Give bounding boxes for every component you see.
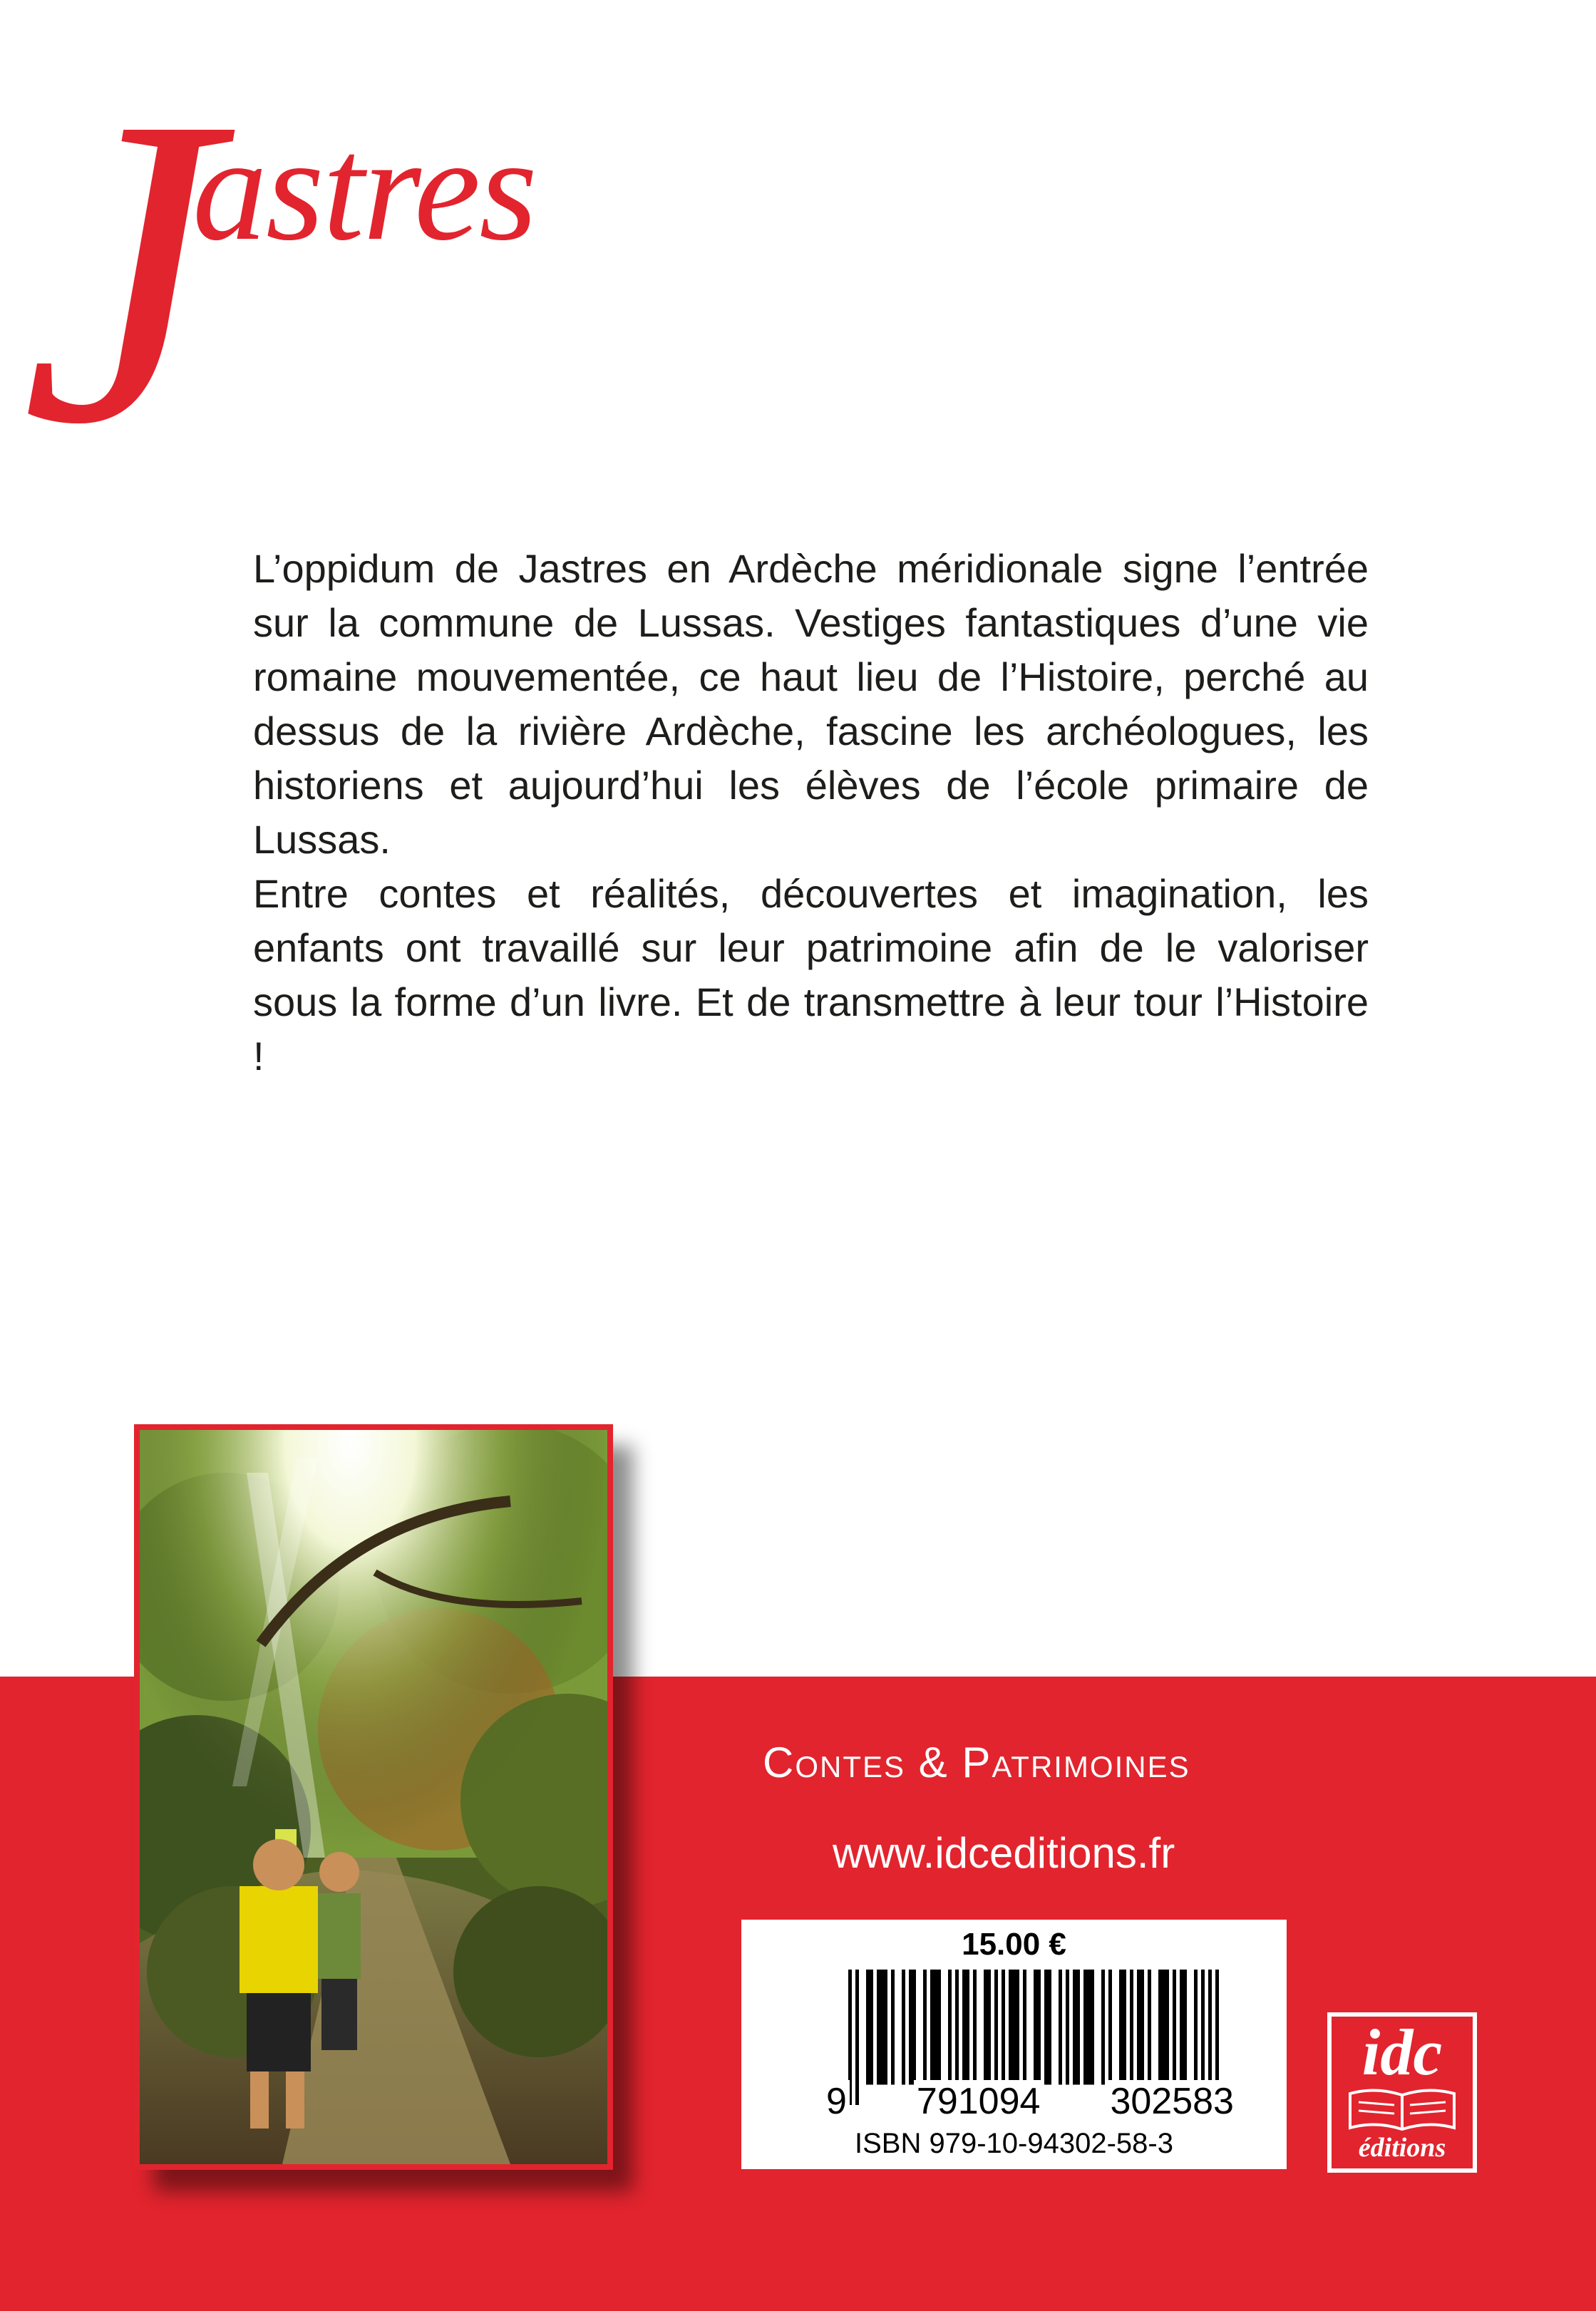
barcode-bar — [1158, 1970, 1162, 2085]
barcode-bar — [955, 1970, 959, 2085]
barcode-bar — [1119, 1970, 1123, 2085]
barcode-bar — [1076, 1970, 1080, 2085]
barcode-bar — [866, 1970, 870, 2085]
barcode-bar — [1002, 1970, 1005, 2085]
barcode-bar — [1183, 1970, 1187, 2085]
barcode-bar — [1123, 1970, 1126, 2085]
cover-photo-frame — [134, 1424, 613, 2170]
open-book-icon — [1347, 2086, 1457, 2132]
ean-first-digit: 9 — [823, 2080, 850, 2123]
barcode-bar — [1194, 1970, 1198, 2085]
price-label: 15.00 € — [962, 1927, 1066, 1962]
barcode-bar — [1048, 1970, 1051, 2085]
collection-name: Contes & Patrimoines — [763, 1739, 1190, 1786]
ean-right-group: 302583 — [1107, 2080, 1237, 2123]
barcode-bar — [1165, 1970, 1169, 2085]
barcode-bar — [880, 1970, 884, 2085]
barcode-bar — [1087, 1970, 1091, 2085]
barcode-bar — [973, 1970, 977, 2085]
barcode-bar — [1091, 1970, 1094, 2085]
barcode-bar — [1066, 1970, 1069, 2085]
barcode-bar — [1073, 1970, 1076, 2085]
barcode-bar — [884, 1970, 887, 2085]
barcode-bar — [1083, 1970, 1087, 2085]
barcode-bar — [937, 1970, 941, 2085]
barcode-bar — [923, 1970, 927, 2085]
back-cover-summary — [253, 542, 1369, 1084]
publisher-website[interactable]: www.idceditions.fr — [833, 1829, 1175, 1877]
barcode-bar — [962, 1970, 966, 2085]
barcode-bar — [1201, 1970, 1205, 2085]
barcode-bar — [1137, 1970, 1141, 2085]
barcode-bar — [1101, 1970, 1105, 2085]
barcode-bar — [1059, 1970, 1062, 2085]
forest-path-photo — [140, 1430, 607, 2164]
barcode-bar — [987, 1970, 991, 2085]
barcode-bar — [930, 1970, 934, 2085]
isbn-label: ISBN 979-10-94302-58-3 — [855, 2128, 1173, 2159]
logo-sub-text: éditions — [1358, 2133, 1446, 2163]
title-initial: J — [21, 26, 218, 515]
barcode-bar — [1173, 1970, 1176, 2085]
barcode-bar — [1012, 1970, 1016, 2085]
summary-paragraph-2: Entre contes et réalités, découvertes et imagination, les enfants ont travaillé sur leur patrimoine afin de le valoriser sous la forme d’un livre. Et de transmettre à leur tour l’Histoire ! — [253, 871, 1369, 1079]
barcode-bar — [877, 1970, 880, 2085]
barcode-bar — [1023, 1970, 1026, 2085]
barcode-bar — [1162, 1970, 1165, 2085]
barcode-bar — [1180, 1970, 1183, 2085]
publisher-logo — [1327, 2012, 1477, 2173]
book-title — [0, 26, 536, 515]
barcode-bar — [948, 1970, 952, 2085]
barcode-bar — [1148, 1970, 1151, 2085]
barcode-bar — [1044, 1970, 1048, 2085]
barcode-bar — [966, 1970, 969, 2085]
barcode-bar — [1016, 1970, 1019, 2085]
barcode-bar — [934, 1970, 937, 2085]
barcode-bar — [902, 1970, 905, 2085]
barcode-bar — [1130, 1970, 1133, 2085]
barcode-bar — [1141, 1970, 1144, 2085]
barcode-bar — [1009, 1970, 1012, 2085]
barcode-bar — [891, 1970, 895, 2085]
barcode-bar — [1108, 1970, 1112, 2085]
ean-left-group: 791094 — [914, 2080, 1044, 2123]
barcode-bar — [994, 1970, 998, 2085]
barcode-label — [741, 1920, 1287, 2169]
barcode-bar — [909, 1970, 912, 2085]
summary-paragraph-1: L’oppidum de Jastres en Ardèche méridionale signe l’entrée sur la commune de Lussas. Vestiges fantastiques d’une vie romaine mouvementée, ce haut lieu de l’Histoire, perché au dessus de la rivière Ardèche, fascine les archéologues, les historiens et aujourd’hui les élèves de l’école primaire de Lussas. — [253, 546, 1369, 862]
logo-background — [1332, 2017, 1473, 2168]
logo-brand-text: idc — [1361, 2016, 1443, 2089]
barcode-bar — [912, 1970, 916, 2085]
ean-digits — [823, 2080, 1237, 2123]
title-rest: astres — [192, 106, 536, 272]
barcode-bar — [984, 1970, 987, 2085]
barcode-bar — [870, 1970, 873, 2085]
